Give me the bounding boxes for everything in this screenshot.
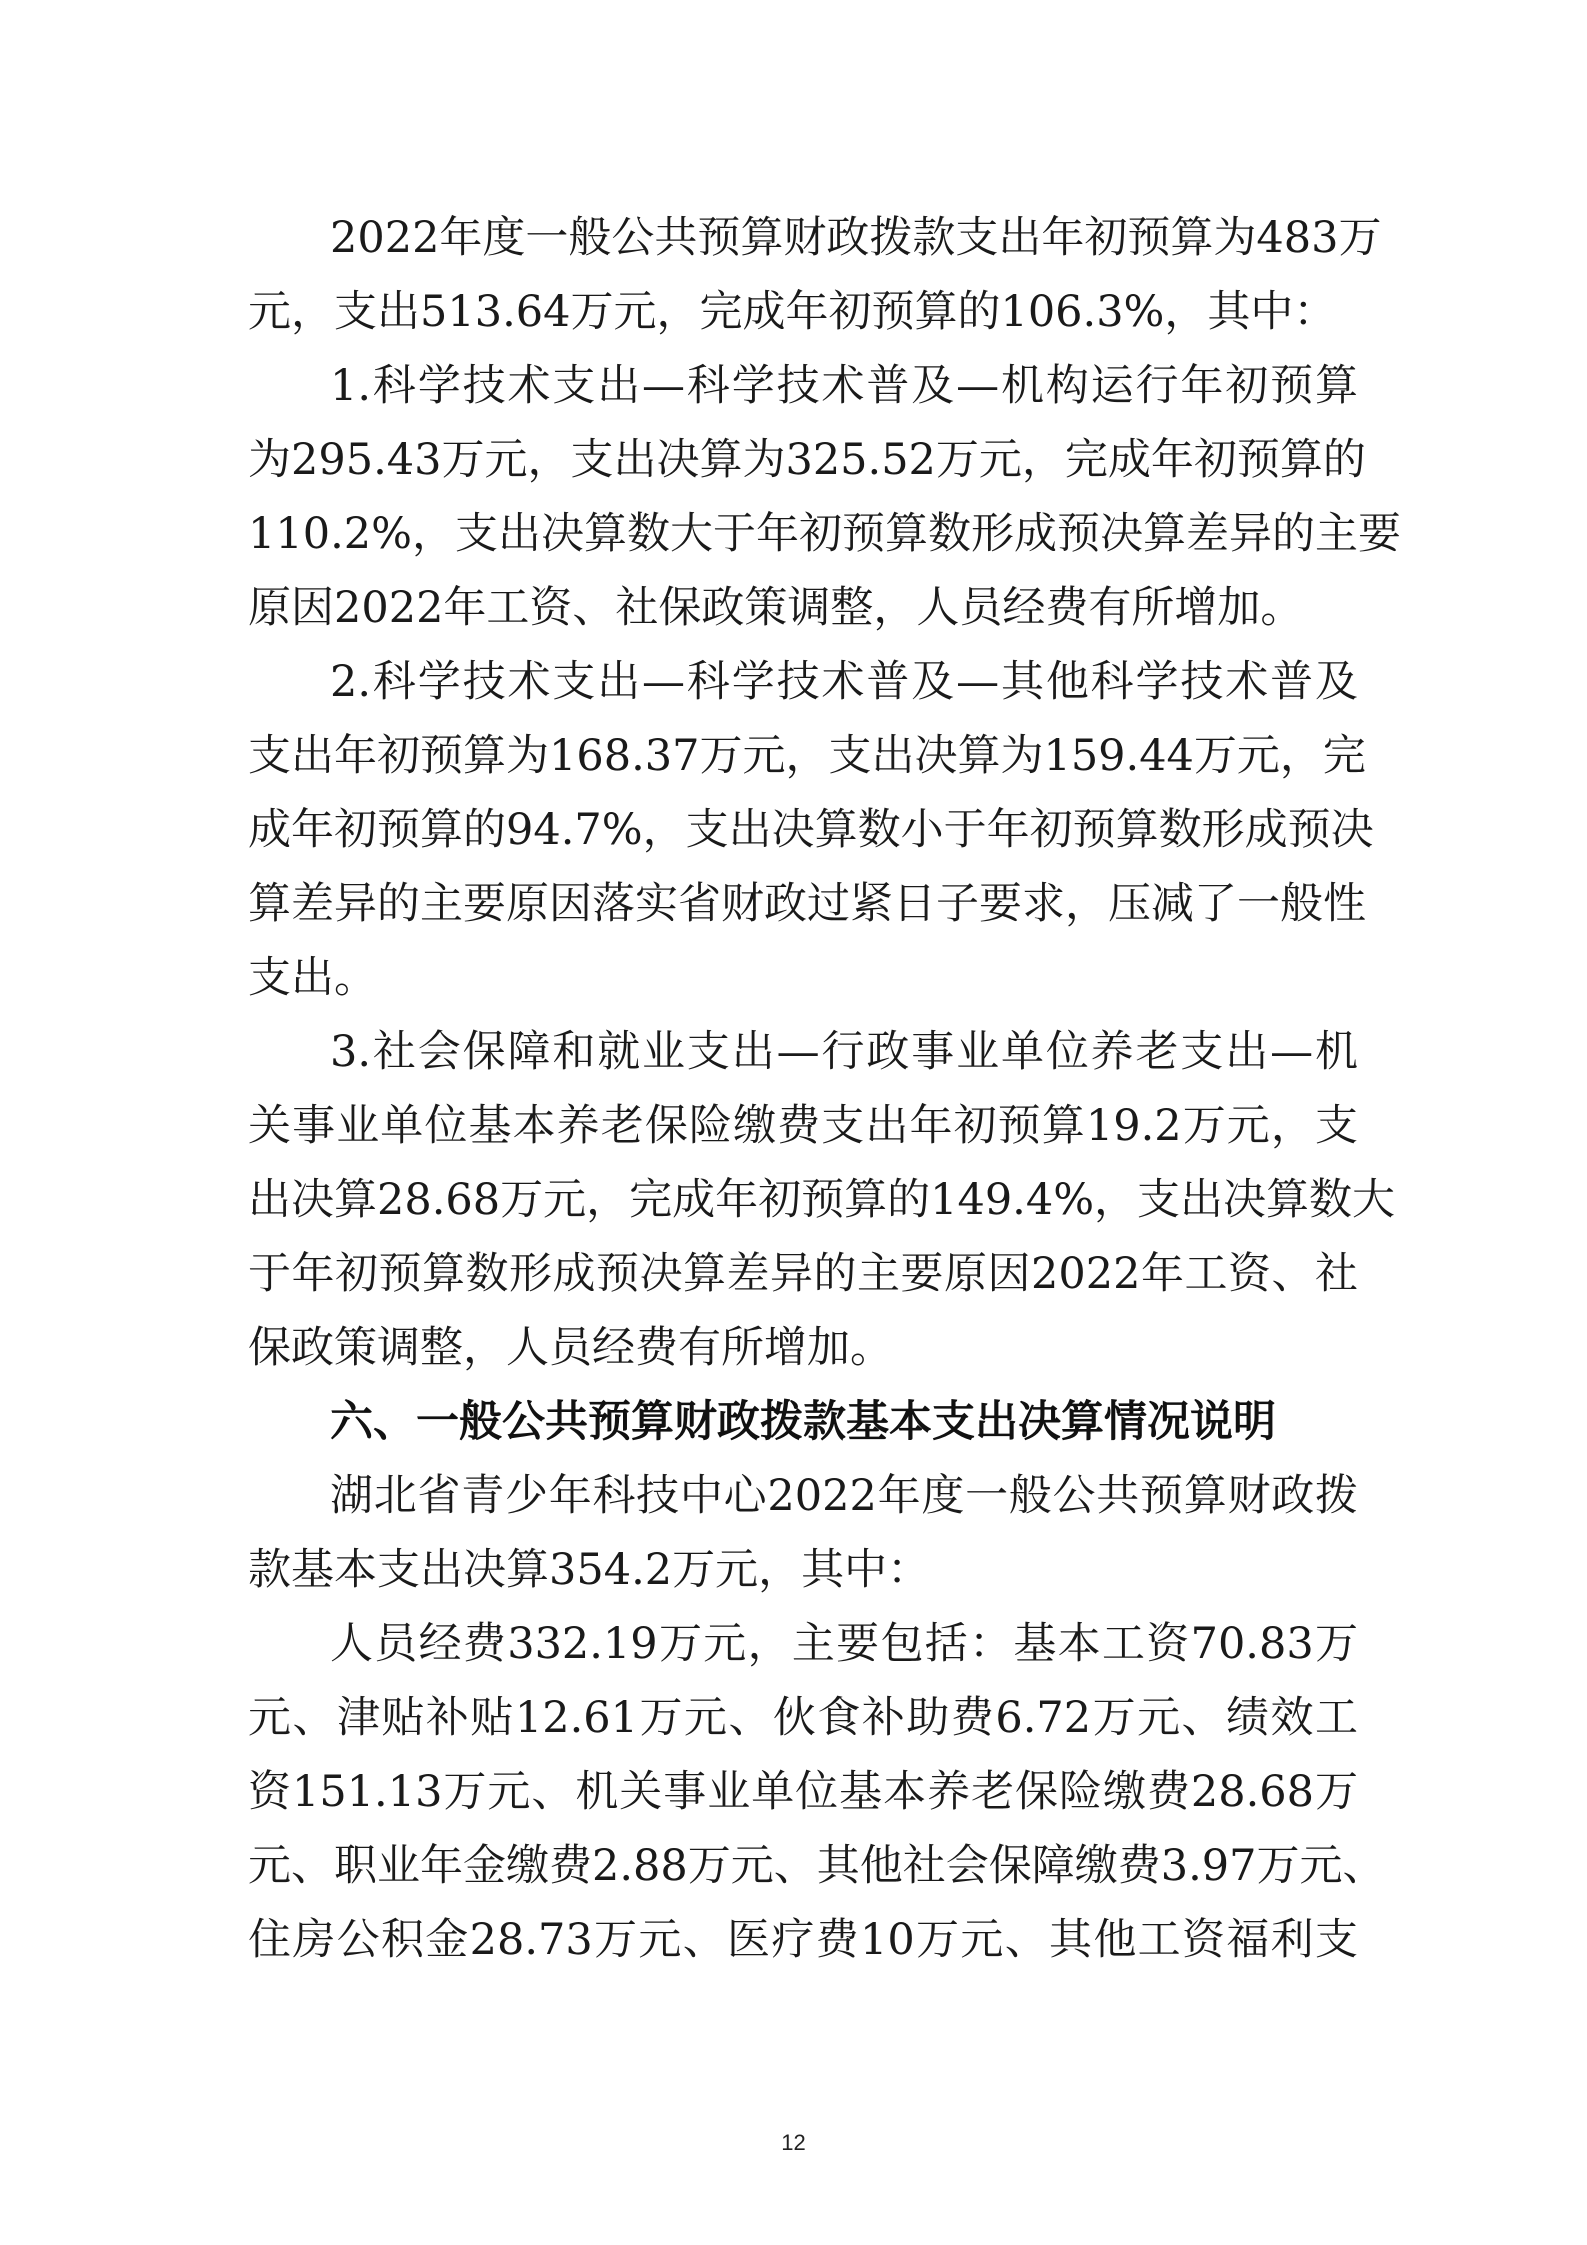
page-number: 12 [781, 2130, 806, 2155]
paragraph-5-line-1: 湖北省青少年科技中心2022年度一般公共预算财政拨 [330, 1471, 1358, 1521]
paragraph-3-line-1: 2.科学技术支出—科学技术普及—其他科学技术普及 [330, 657, 1358, 707]
paragraph-3-line-4: 算差异的主要原因落实省财政过紧日子要求，压减了一般性 [248, 879, 1366, 929]
section-heading: 六、一般公共预算财政拨款基本支出决算情况说明 [330, 1397, 1276, 1447]
paragraph-4-line-2: 关事业单位基本养老保险缴费支出年初预算19.2万元，支 [248, 1101, 1358, 1151]
paragraph-6-line-5: 住房公积金28.73万元、医疗费10万元、其他工资福利支 [248, 1915, 1358, 1965]
paragraph-2-line-4: 原因2022年工资、社保政策调整，人员经费有所增加。 [248, 583, 1304, 633]
paragraph-6-line-3: 资151.13万元、机关事业单位基本养老保险缴费28.68万 [248, 1767, 1358, 1817]
paragraph-3-line-2: 支出年初预算为168.37万元，支出决算为159.44万元，完 [248, 731, 1366, 781]
paragraph-3-line-5: 支出。 [248, 953, 377, 1003]
paragraph-4-line-4: 于年初预算数形成预决算差异的主要原因2022年工资、社 [248, 1249, 1358, 1299]
paragraph-6-line-2: 元、津贴补贴12.61万元、伙食补助费6.72万元、绩效工 [248, 1693, 1358, 1743]
paragraph-4-line-3: 出决算28.68万元，完成年初预算的149.4%，支出决算数大 [248, 1175, 1396, 1225]
paragraph-5-line-2: 款基本支出决算354.2万元，其中： [248, 1545, 931, 1595]
paragraph-2-line-3: 110.2%，支出决算数大于年初预算数形成预决算差异的主要 [248, 509, 1401, 559]
paragraph-2-line-2: 为295.43万元，支出决算为325.52万元，完成年初预算的 [248, 435, 1366, 485]
paragraph-6-line-4: 元、职业年金缴费2.88万元、其他社会保障缴费3.97万元、 [248, 1841, 1386, 1891]
paragraph-4-line-1: 3.社会保障和就业支出—行政事业单位养老支出—机 [330, 1027, 1358, 1077]
paragraph-1-line-1: 2022年度一般公共预算财政拨款支出年初预算为483万 [330, 213, 1382, 263]
paragraph-3-line-3: 成年初预算的94.7%，支出决算数小于年初预算数形成预决 [248, 805, 1374, 855]
paragraph-1-line-2: 元，支出513.64万元，完成年初预算的106.3%，其中： [248, 287, 1337, 337]
paragraph-4-line-5: 保政策调整，人员经费有所增加。 [248, 1323, 893, 1373]
paragraph-2-line-1: 1.科学技术支出—科学技术普及—机构运行年初预算 [330, 361, 1358, 411]
paragraph-6-line-1: 人员经费332.19万元，主要包括：基本工资70.83万 [330, 1619, 1358, 1669]
